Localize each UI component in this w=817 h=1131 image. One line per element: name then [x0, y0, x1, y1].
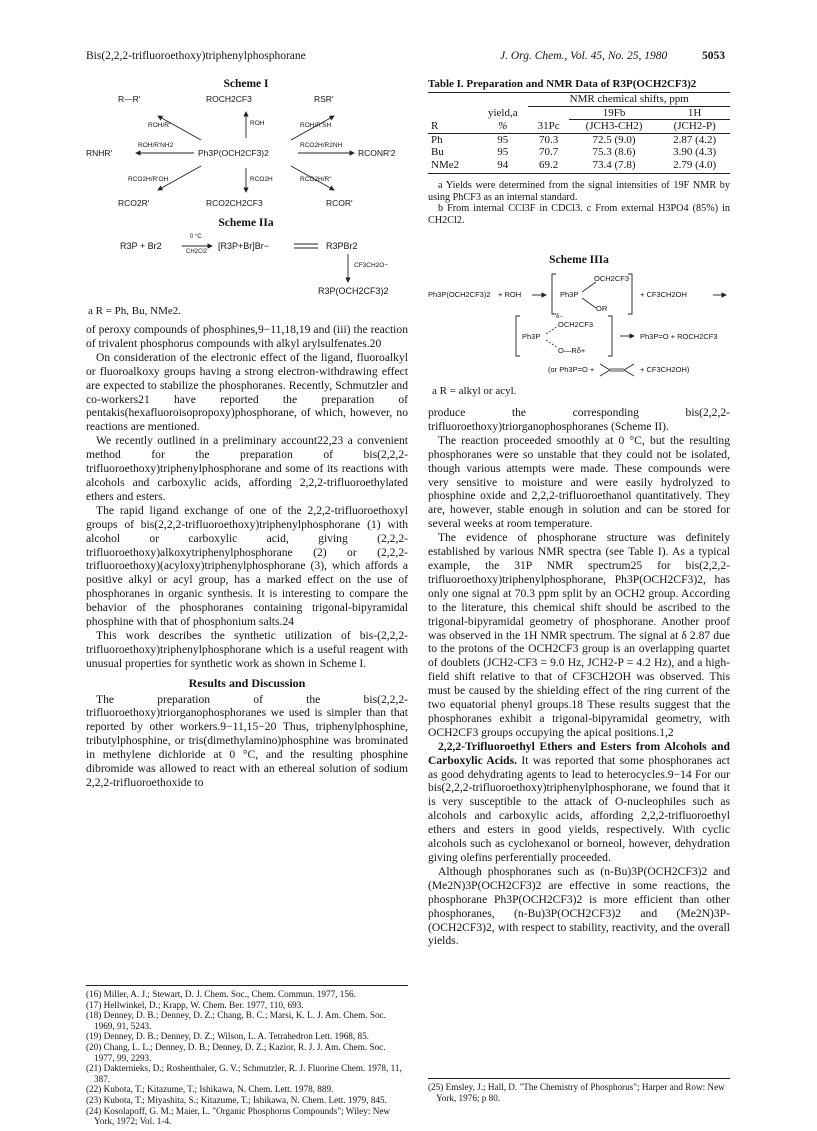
footnote: (17) Hellwinkel, D.; Krapp, W. Chem. Ber. 1977, 110, 693. — [86, 999, 304, 1010]
scheme-3-footnote: a R = alkyl or acyl. — [432, 385, 517, 397]
table-cell-yield: 95 — [497, 133, 509, 146]
table-cell-p: 70.7 — [538, 146, 559, 158]
right-paragraph-1: The reaction proceeded smoothly at 0 °C, but the resulting phosphoranes were so unstable that they could not be isolated, though various attempts were made. These compounds were very sensitive to moisture and were easily hydrolyzed to phosphine oxide and 2,2,2-trifluoroethanol quantitatively. They are, however, stable enough in solution and can be stored for several weeks at room temperature. — [428, 433, 730, 531]
table-cell-f: 72.5 (9.0) — [592, 133, 636, 146]
table-1-col-p: 31Pc — [537, 119, 560, 132]
left-paragraph-0: of peroxy compounds of phosphines,9−11,18,19 and (iii) the reaction of trivalent phosphorus compounds with alkyl arylsulfenates.20 — [86, 323, 408, 350]
table-1 — [428, 78, 730, 226]
table-1-note-bc: b From internal CCl3F in CDCl3. c From external H3PO4 (85%) in CH2Cl2. — [428, 203, 730, 226]
table-1-empty — [528, 106, 568, 120]
scheme-1-rco2ch2cf3: RCO2CH2CF3 — [206, 198, 263, 208]
footnote: (16) Miller, A. J.; Stewart, D. J. Chem. Soc., Chem. Commun. 1977, 156. — [86, 989, 356, 999]
footnote: (22) Kubota, T.; Kitazume, T.; Ishikawa, N. Chem. Lett. 1978, 889. — [86, 1084, 334, 1095]
scheme-1-rconr2: RCONR'2 — [358, 148, 396, 158]
table-1-col-yield-unit: % — [498, 119, 508, 132]
table-cell-h: 3.90 (4.3) — [673, 146, 717, 158]
scheme-2-cond-temp: 0 °C — [190, 234, 202, 240]
table-1-empty — [428, 93, 477, 107]
table-1-title: Table I. Preparation and NMR Data of R3P(OCH2CF3)2 — [428, 78, 697, 90]
left-paragraph-3: The rapid ligand exchange of one of the 2,2,2-trifluoroethoxyl groups of bis(2,2,2-trifluoroethoxy)triphenylphosphorane (1) with alcohol or carboxylic acid, giving (2,2,2-trifluoroethoxy)alkoxytriphenylphosphorane (2) or (2,2,2-trifluoroethoxy)(acyloxy)triphenylphosphorane (3), which affords a positive alkyl or acyl group, has a marked effect on the use of phosphoranes in organic synthesis. It is interesting to compare the behavior of the phosphoranes containing trigonal-bipyramidal phosphine with that of phosphonium salts.24 — [86, 503, 408, 629]
right-column-body — [428, 406, 730, 948]
scheme-3-title: Scheme IIIa — [549, 254, 609, 266]
right-paragraph-0: produce the corresponding bis(2,2,2-trifluoroethoxy)triorganophosphoranes (Scheme II). — [428, 406, 730, 433]
table-cell-h: 2.79 (4.0) — [673, 158, 717, 171]
scheme-1-cond-roh-rnh2: ROH/R'NH2 — [138, 142, 174, 149]
table-row — [428, 159, 730, 172]
right-paragraph-3 — [428, 740, 730, 865]
table-row — [428, 146, 730, 159]
scheme-3-or-tail: + CF3CH2OH) — [640, 365, 690, 374]
right-paragraph-4: Although phosphoranes such as (n-Bu)3P(OCH2CF3)2 and (Me2N)3P(OCH2CF3)2 are effective in some reactions, the phosphorane Ph3P(OCH2CF3)2 is more efficient than other phosphoranes, (n-Bu)3P(OCH2CF3)2 and (Me2N)3P-(OCH2CF3)2, with respect to stability, reactivity, and the overall yields. — [428, 864, 730, 948]
footnote-rule-right — [428, 1078, 730, 1079]
scheme-2-cond-solvent: CH2Cl2 — [186, 249, 208, 255]
scheme-1-cond-rco2h: RCO2H — [250, 176, 273, 183]
scheme-1-diagram — [86, 92, 406, 214]
table-1-body — [428, 133, 730, 171]
table-1-col-f-j: (JCH3-CH2) — [585, 120, 643, 132]
table-1-group-header: NMR chemical shifts, ppm — [528, 93, 730, 107]
footnote: (25) Emsley, J.; Hall, D. "The Chemistry of Phosphorus"; Harper and Row: New York, 1976; p 80. — [428, 1082, 725, 1103]
table-cell-r: Ph — [431, 133, 443, 146]
scheme-3-or: (or Ph3P=O + — [548, 365, 595, 374]
scheme-3-b2-och: OCH2CF3 — [558, 320, 594, 329]
table-1-col-h-j: (JCH2-P) — [673, 120, 716, 132]
scheme-1-rco2r: RCO2R' — [118, 198, 150, 208]
table-cell-r: NMe2 — [431, 158, 460, 171]
scheme-2-title: Scheme IIa — [218, 217, 274, 229]
table-cell-f: 75.3 (8.6) — [592, 146, 636, 158]
table-1-note-a: a Yields were determined from the signal intensities of 19F NMR by using PhCF3 as an internal standard. — [428, 180, 730, 203]
right-paragraph-3-text: It was reported that some phosphoranes act as good dehydrating agents to lead to heterocycles.9−14 For our bis(2,2,2-trifluoroethoxy)triphenylphosphorane, we found that it is very susceptible to the attack of O-nucleophiles such as alcohols and carboxylic acids, affording 2,2,2-trifluoroethyl ethers and esters in good yields, respectively. With cyclic alcohols such as cyclohexanol or borneol, however, dehydration giving olefins perferentially proceeded. — [428, 753, 730, 864]
scheme-2-intermediate: [R3P+Br]Br− — [218, 241, 270, 251]
scheme-2-diagram — [86, 232, 406, 300]
scheme-3-b1-bot: OR — [596, 304, 608, 313]
footnote-rule-left — [86, 985, 408, 986]
scheme-2-reactants: R3P + Br2 — [120, 241, 162, 251]
scheme-1-r-r: R—R' — [118, 94, 141, 104]
table-cell-h: 2.87 (4.2) — [673, 133, 717, 146]
scheme-1-cond-rco2h-r: RCO2H/R" — [300, 176, 332, 183]
table-cell-yield: 95 — [497, 146, 509, 158]
left-paragraph-4: This work describes the synthetic utilization of bis-(2,2,2-trifluoroethoxy)triphenylphosphorane which is a useful reagent with unusual properties for synthetic work as shown in Scheme I. — [86, 628, 408, 670]
scheme-3-cf3ch2oh: + CF3CH2OH — [640, 290, 687, 299]
page-number: 5053 — [702, 50, 725, 62]
footnote: (18) Denney, D. B.; Denney, D. Z.; Chang, B. C.; Marsi, K. L. J. Am. Chem. Soc. 1969, 91, 5243. — [86, 1010, 386, 1031]
scheme-3-b2-delta: δ− — [556, 314, 563, 320]
table-1-col-f: 19Fb — [569, 106, 660, 120]
left-column-body — [86, 323, 408, 790]
running-title: Bis(2,2,2-trifluoroethoxy)triphenylphosphorane — [86, 50, 306, 62]
scheme-3-product1: Ph3P=O + ROCH2CF3 — [640, 332, 718, 341]
table-1-col-r: R — [431, 119, 439, 132]
table-1-col-h: 1H — [659, 106, 730, 120]
table-1-empty — [477, 93, 528, 107]
right-footnotes — [428, 1082, 730, 1103]
scheme-1-rcor: RCOR' — [326, 198, 353, 208]
footnote: (19) Denney, D. B.; Denney, D. Z.; Wilson, L. A. Tetrahedron Lett. 1968, 85. — [86, 1031, 369, 1042]
left-footnotes — [86, 989, 408, 1127]
section-heading: Results and Discussion — [188, 675, 306, 690]
scheme-2-dibromide: R3PBr2 — [326, 241, 358, 251]
scheme-1-cond-roh: ROH — [250, 120, 265, 127]
footnote: (24) Kosolapoff, G. M.; Maier, L. "Organic Phosphorus Compounds"; Wiley: New York, 1972; Vol. 1-4. — [86, 1105, 391, 1127]
table-1-empty — [428, 106, 477, 120]
scheme-1-cond-rco2h-roh: RCO2H/R'OH — [128, 176, 169, 183]
scheme-3-diagram — [428, 268, 730, 380]
scheme-2-product: R3P(OCH2CF3)2 — [318, 286, 389, 296]
table-cell-yield: 94 — [497, 158, 509, 171]
scheme-1-cond-rco2h-rnh: RCO2H/R2NH — [300, 142, 343, 149]
scheme-3-b1-ph: Ph3P — [560, 290, 579, 299]
footnote: (20) Chang, L. L.; Denney, D. B.; Denney, D. Z.; Kazior, R. J. J. Am. Chem. Soc. 1977, 99, 2293. — [86, 1041, 386, 1063]
scheme-1-center: Ph3P(OCH2CF3)2 — [198, 148, 269, 158]
left-paragraph-2: We recently outlined in a preliminary account22,23 a convenient method for the preparation of bis(2,2,2-trifluoroethoxy)triphenylphosphorane and some of its reactions with alcohols and carboxylic acids, affording 2,2,2-trifluoroethylated ethers and esters. — [86, 434, 408, 503]
right-paragraph-3-heading: 2,2,2-Trifluoroethyl Ethers and Esters from Alcohols and Carboxylic Acids. — [428, 739, 730, 767]
right-paragraph-2: The evidence of phosphorane structure was definitely established by various NMR spectra (see Table I). As a typical example, the 31P NMR spectrum25 for bis(2,2,2-trifluoroethoxy)triphenylphosphorane, Ph3P(OCH2CF3)2, has only one signal at 70.3 ppm split by an OCH2 group. According to the literature, this chemical shift should be ascribed to the trigonal-bipyramidal geometry of phosphorane. Another proof was observed in the 1H NMR spectrum. The signal at δ 2.87 due to the protons of the OCH2CF3 group is an overlapping quartet of doublets (JCH2-CF3 = 9.0 Hz, JCH2-P = 4.2 Hz), and a high-field shift relative to that of CF3CH2OH was observed. This must be caused by the shielding effect of the ring current of the two equatorial phenyl groups.18 These results suggest that the phosphoranes exhibit a trigonal-bipyramidal geometry, with OCH2CF3 groups occupying the apical positions.1,2 — [428, 531, 730, 739]
scheme-3-b2-bot: O—Rδ+ — [558, 346, 586, 355]
scheme-1-cond-roh-rsh: ROH/R'SH — [300, 122, 332, 129]
table-cell-p: 69.2 — [538, 158, 559, 171]
table-row — [428, 133, 730, 146]
scheme-2-reagent: CF3CH2O− — [354, 262, 389, 269]
scheme-3-b2-ph: Ph3P — [522, 332, 541, 341]
footnote: (21) Dakternieks, D.; Roshenthaler, G. V.; Schmutzler, R. J. Fluorine Chem. 1978, 11, 387. — [86, 1063, 402, 1084]
table-cell-r: Bu — [431, 146, 444, 158]
left-paragraph-1: On consideration of the electronic effect of the ligand, fluoroalkyl or fluoroalkoxy groups having a strong electron-withdrawing effect are expected to stabilize the phosphoranes. Recently, Schmutzler and co-workers21 have reported the preparation of pentakis(hexafluoroisopropoxy)phosphorane, of which, however, no reactions are mentioned. — [86, 350, 408, 434]
table-cell-f: 73.4 (7.8) — [592, 158, 636, 171]
table-cell-p: 70.3 — [538, 133, 559, 146]
scheme-3-roh: + ROH — [498, 290, 522, 299]
table-1-col-yield: yield,a — [487, 106, 518, 119]
left-paragraph-5: The preparation of the bis(2,2,2-trifluoroethoxy)triorganophosphoranes we used is simpler than that reported by other workers.9−11,15−20 Thus, triphenylphosphine, tributylphosphine, or tris(dimethylamino)phosphine was brominated in methylene dichloride at 0 °C, and the resulting phosphine dibromide was allowed to react with an ethereal solution of sodium 2,2,2-trifluoroethoxide to — [86, 692, 408, 789]
scheme-1-rnhr: RNHR' — [86, 148, 113, 158]
scheme-1-cond-roh-r: ROH/R" — [148, 122, 172, 129]
scheme-2-footnote: a R = Ph, Bu, NMe2. — [88, 305, 181, 317]
journal-citation: J. Org. Chem., Vol. 45, No. 25, 1980 — [500, 50, 668, 62]
scheme-1-rsr: RSR' — [314, 94, 334, 104]
scheme-3-b1-top: OCH2CF3 — [594, 274, 630, 283]
scheme-1-title: Scheme I — [223, 78, 269, 90]
table-1-grid — [428, 92, 730, 171]
scheme-1-roch2cf3: ROCH2CF3 — [206, 94, 252, 104]
scheme-3-start: Ph3P(OCH2CF3)2 — [428, 290, 491, 299]
footnote: (23) Kubota, T.; Miyashita, S.; Kitazume, T.; Ishikawa, N. Chem. Lett. 1979, 845. — [86, 1094, 387, 1105]
